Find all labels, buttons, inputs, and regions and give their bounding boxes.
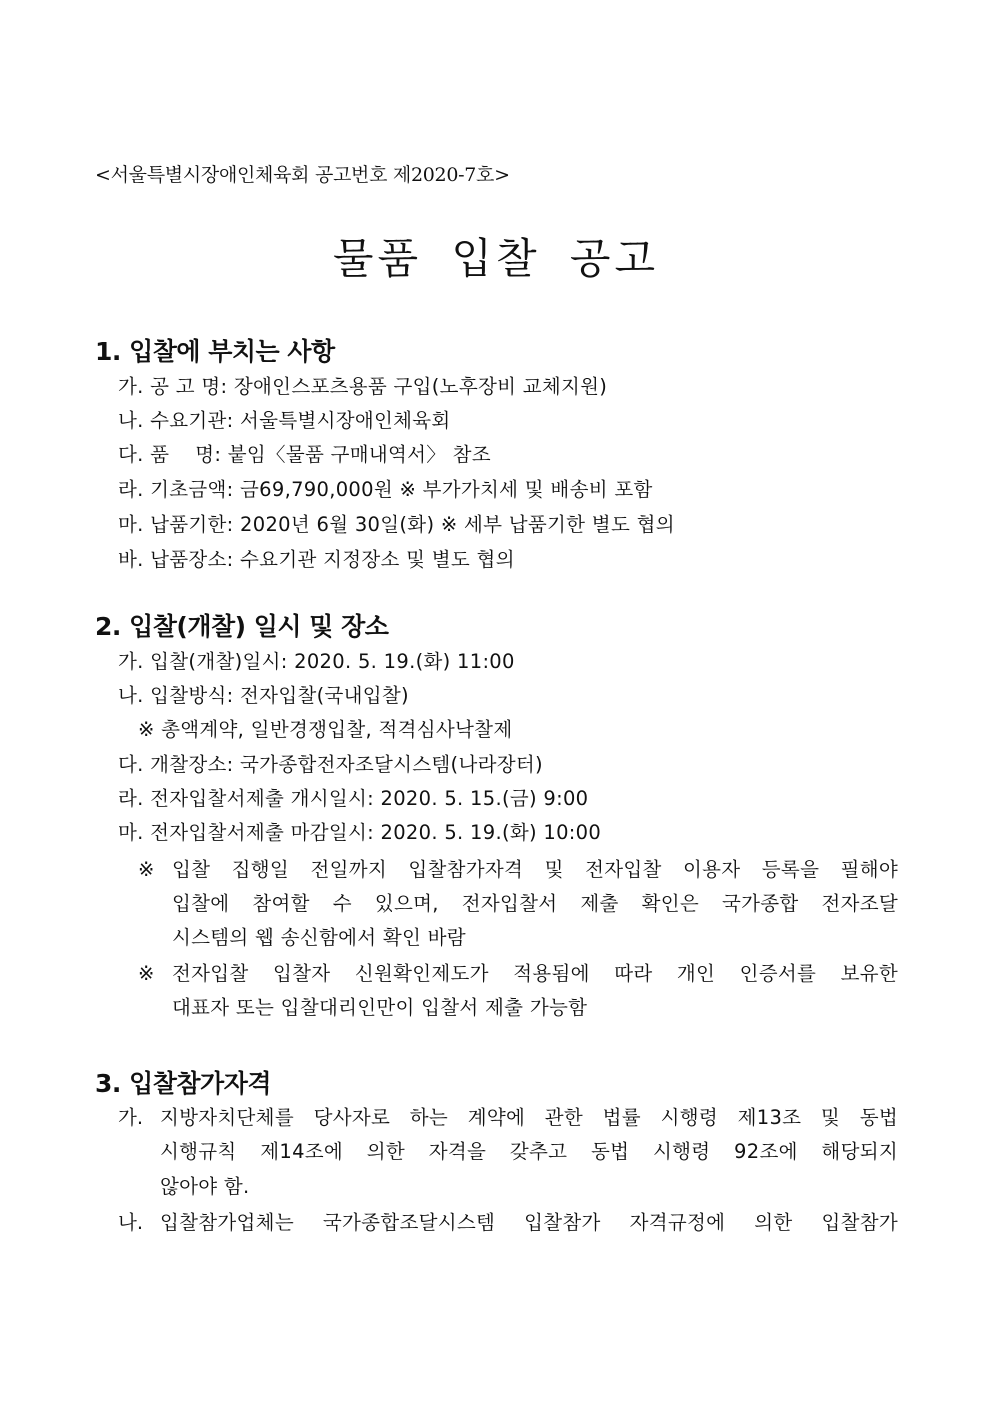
section3-item-ga-line2: 시행규칙 제14조에 의한 자격을 갖추고 동법 시행령 92조에 해당되지 — [160, 1140, 898, 1163]
section3-item-na-label: 나. — [118, 1211, 144, 1234]
section3-heading: 3. 입찰참가자격 — [95, 1069, 271, 1098]
notice-number: <서울특별시장애인체육회 공고번호 제2020-7호> — [95, 164, 510, 186]
section3-item-ga-label: 가. — [118, 1106, 144, 1129]
section2-heading: 2. 입찰(개찰) 일시 및 장소 — [95, 612, 389, 641]
section2-note1-line1: 입찰 집행일 전일까지 입찰참가자격 및 전자입찰 이용자 등록을 필해야 — [172, 858, 898, 881]
section2-item-ma: 마. 전자입찰서제출 마감일시: 2020. 5. 19.(화) 10:00 — [118, 821, 602, 844]
section2-item-na: 나. 입찰방식: 전자입찰(국내입찰) — [118, 684, 409, 707]
section1-item-ba: 바. 납품장소: 수요기관 지정장소 및 별도 협의 — [118, 548, 515, 571]
section1-item-da: 다. 품 명: 붙임〈물품 구매내역서〉 참조 — [118, 443, 491, 466]
section3-item-ga-line1: 지방자치단체를 당사자로 하는 계약에 관한 법률 시행령 제13조 및 동법 — [160, 1106, 898, 1129]
section2-item-ra: 라. 전자입찰서제출 개시일시: 2020. 5. 15.(금) 9:00 — [118, 787, 589, 810]
section2-item-ga: 가. 입찰(개찰)일시: 2020. 5. 19.(화) 11:00 — [118, 650, 515, 673]
section2-note1-line2: 입찰에 참여할 수 있으며, 전자입찰서 제출 확인은 국가종합 전자조달 — [172, 892, 898, 915]
reference-mark: ※ — [138, 858, 155, 881]
section2-item-da: 다. 개찰장소: 국가종합전자조달시스템(나라장터) — [118, 753, 543, 776]
section1-item-ga: 가. 공 고 명: 장애인스포츠용품 구입(노후장비 교체지원) — [118, 375, 608, 398]
section1-item-ra: 라. 기초금액: 금69,790,000원 ※ 부가가치세 및 배송비 포함 — [118, 478, 653, 501]
section3-item-ga-line3: 않아야 함. — [160, 1175, 250, 1198]
section2-note2-line2: 대표자 또는 입찰대리인만이 입찰서 제출 가능함 — [172, 996, 588, 1019]
page-title: 물품 입찰 공고 — [332, 234, 660, 283]
reference-mark: ※ — [138, 962, 155, 985]
section2-note2-line1: 전자입찰 입찰자 신원확인제도가 적용됨에 따라 개인 인증서를 보유한 — [172, 962, 898, 985]
section2-note1-line3: 시스템의 웹 송신함에서 확인 바람 — [172, 926, 466, 949]
section1-item-ma: 마. 납품기한: 2020년 6월 30일(화) ※ 세부 납품기한 별도 협의 — [118, 513, 675, 536]
section1-heading: 1. 입찰에 부치는 사항 — [95, 337, 335, 366]
section2-item-na-note: ※ 총액계약, 일반경쟁입찰, 적격심사낙찰제 — [138, 718, 513, 741]
section1-item-na: 나. 수요기관: 서울특별시장애인체육회 — [118, 409, 451, 432]
section3-item-na-line1: 입찰참가업체는 국가종합조달시스템 입찰참가 자격규정에 의한 입찰참가 — [160, 1211, 898, 1234]
